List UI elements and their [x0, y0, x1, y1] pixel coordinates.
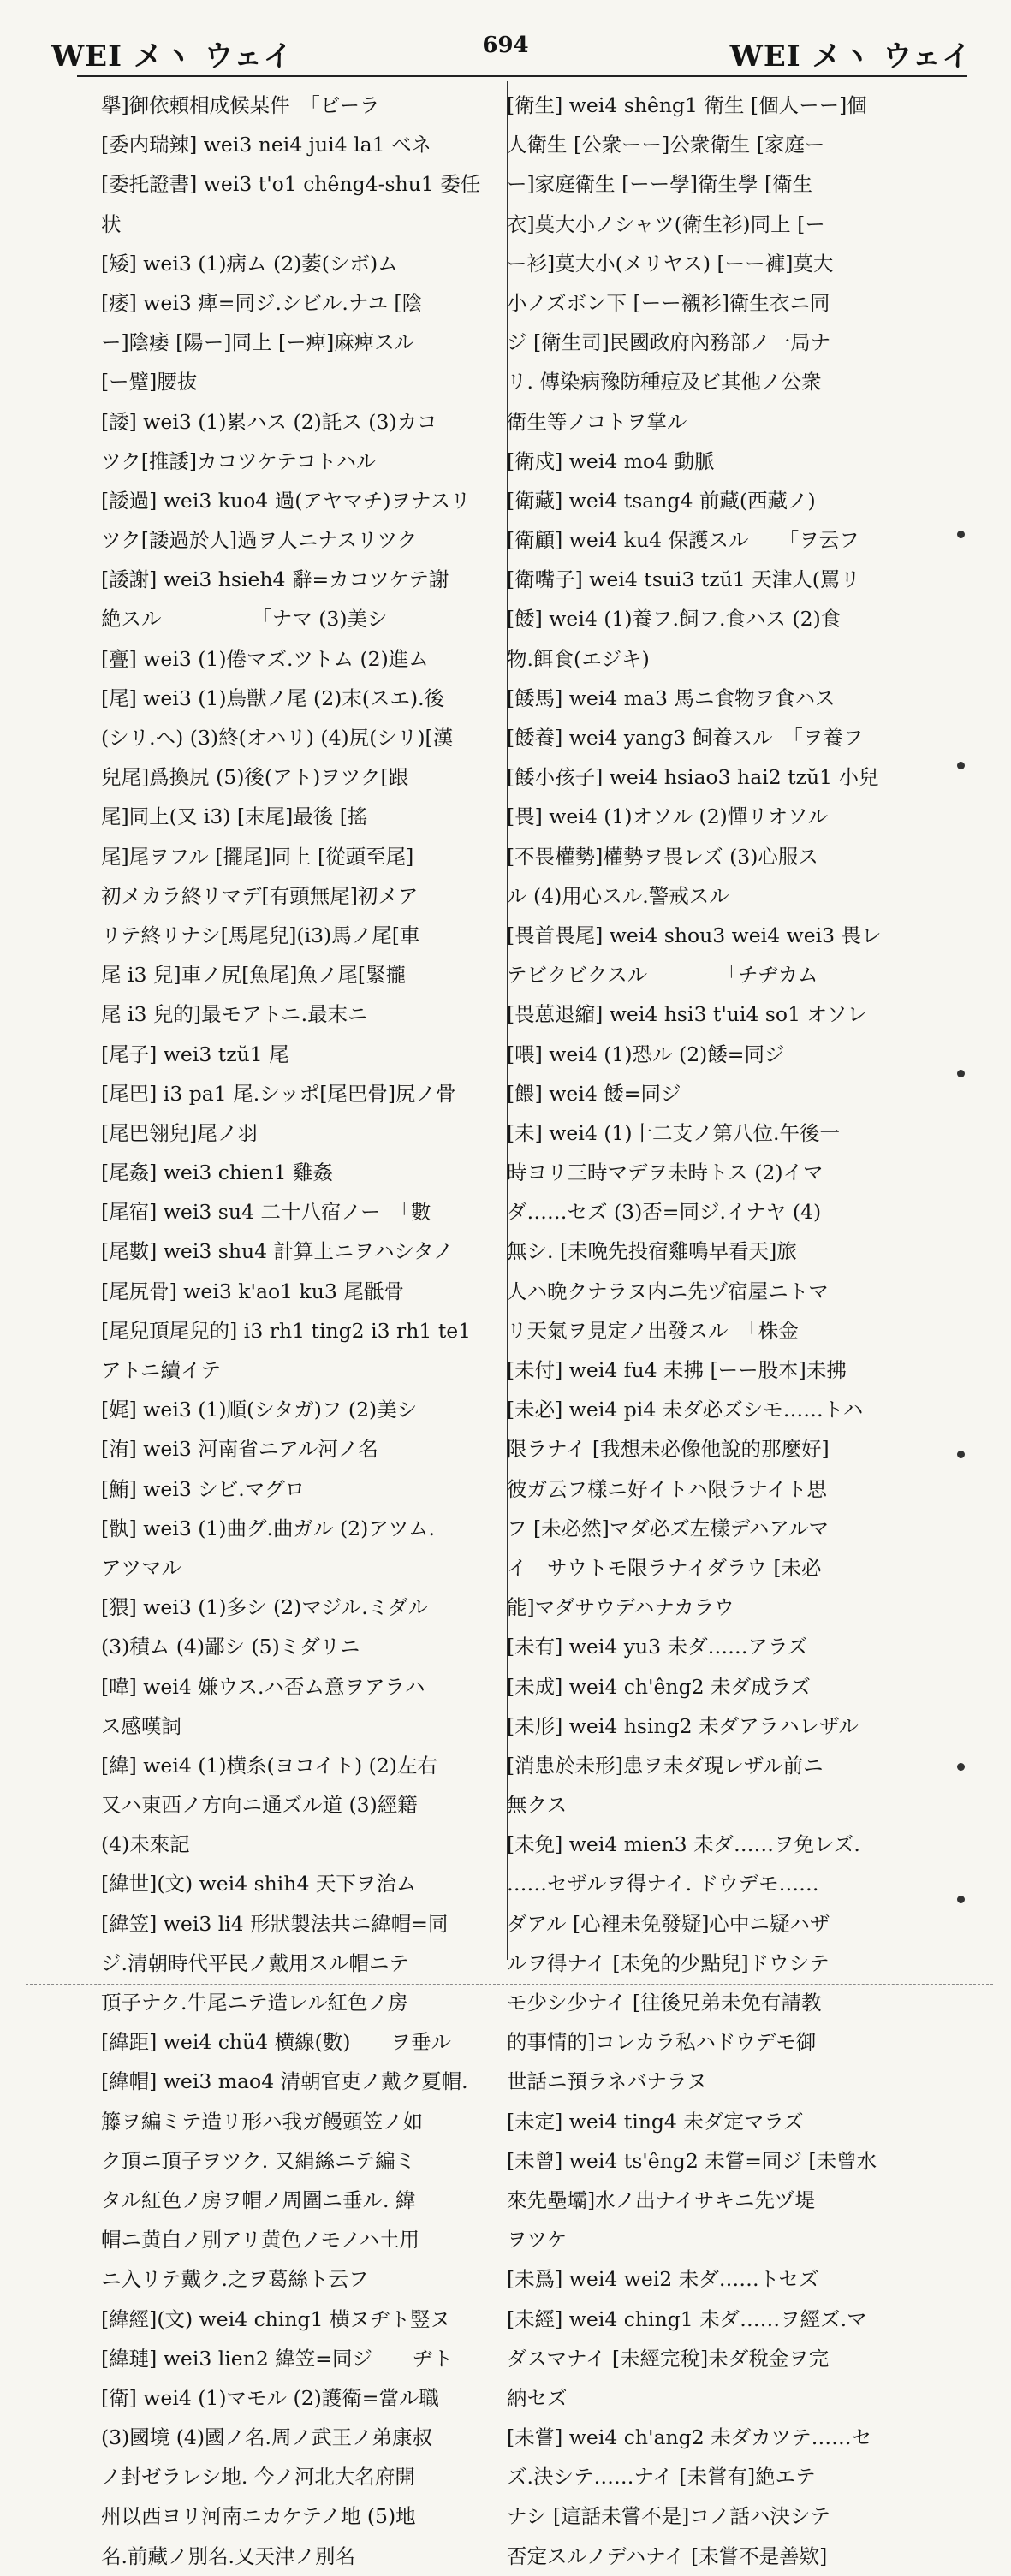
entry-line: [衛戍] wei4 mo4 動脈 — [507, 448, 715, 473]
entry-line: [餵] wei4 餧=同ジ — [507, 1081, 681, 1106]
entry-line: アトニ續イテ — [101, 1358, 222, 1382]
header-rule — [77, 75, 967, 77]
entry-line: (3)國境 (4)國ノ名.周ノ武王ノ弟康叔 — [101, 2425, 433, 2450]
entry-line: タル紅色ノ房ヲ帽ノ周圍ニ垂ル. 緯 — [101, 2187, 416, 2212]
entry-line: ジ [衛生司]民國政府內務部ノ一局ナ — [507, 330, 831, 355]
entry-line: [委内瑞辣] wei3 nei4 jui4 la1 べネ — [101, 133, 432, 157]
entry-line: 名.前藏ノ別名.又天津ノ別名 — [101, 2543, 355, 2568]
entry-line: [未嘗] wei4 ch'ang2 未ダカツテ……セ — [507, 2425, 872, 2450]
entry-line: [娓] wei3 (1)順(シタガ)フ (2)美シ — [101, 1398, 418, 1422]
entry-line: 人ハ晩クナラヌ内ニ先ヅ宿屋ニトマ — [507, 1279, 829, 1303]
page-number: 694 — [482, 33, 529, 58]
entry-line: 擧]御依頼相成候某件 「ビーラ — [101, 93, 380, 117]
entry-line: [未免] wei4 mien3 未ダ……ヲ免レズ. — [507, 1832, 860, 1857]
entry-line: [未經] wei4 ching1 未ダ……ヲ經ズ.マ — [507, 2306, 867, 2331]
entry-line: [ー躄]腰抜 — [101, 370, 198, 395]
entry-line: 初メカラ終リマデ[有頭無尾]初メア — [101, 883, 419, 908]
entry-line: 尾]尾ヲフル [擺尾]同上 [從頭至尾] — [101, 844, 414, 869]
entry-line: [緯] wei4 (1)横糸(ヨコイト) (2)左右 — [101, 1753, 437, 1778]
entry-line: 衣]莫大小ノシャツ(衛生衫)同上 [ー — [507, 211, 825, 236]
entry-line: [緯帽] wei3 mao4 清朝官吏ノ戴ク夏帽. — [101, 2069, 468, 2094]
scan-mark — [957, 1896, 965, 1903]
entry-line: (4)未來記 — [101, 1832, 190, 1857]
entry-line: [未定] wei4 ting4 未ダ定マラズ — [507, 2109, 804, 2134]
bottom-rule — [26, 1984, 993, 1985]
entry-line: フ [未必然]マダ必ズ左樣デハアルマ — [507, 1516, 829, 1540]
entry-line: [緯距] wei4 chü4 横線(數) ヲ垂ル — [101, 2030, 451, 2055]
entry-line: [未有] wei4 yu3 未ダ……アラズ — [507, 1635, 808, 1659]
entry-line: [衛藏] wei4 tsang4 前藏(西藏ノ) — [507, 488, 816, 513]
entry-line: [緯璉] wei3 lien2 緯笠=同ジ ヂト — [101, 2346, 453, 2371]
entry-line: 人衛生 [公衆ーー]公衆衛生 [家庭ー — [507, 133, 825, 157]
scan-mark — [957, 1763, 965, 1771]
entry-line: ー]陰痿 [陽ー]同上 [ー痺]麻痺スル — [101, 330, 415, 355]
entry-line: [洧] wei3 河南省ニアル河ノ名 — [101, 1437, 378, 1462]
entry-line: [諉過] wei3 kuo4 過(アヤマチ)ヲナスリ — [101, 488, 471, 513]
entry-line: 限ラナイ [我想未必像他說的那麼好] — [507, 1437, 830, 1462]
entry-line: ク頂ニ頂子ヲツク. 又絹絲ニテ編ミ — [101, 2148, 416, 2173]
entry-line: リ. 傳染病豫防種痘及ビ其他ノ公衆 — [507, 370, 822, 395]
entry-line: [餧] wei4 (1)養フ.飼フ.食ハス (2)食 — [507, 607, 842, 632]
entry-line: 否定スルノデハナイ [未嘗不是善欵] — [507, 2543, 828, 2568]
right-column — [507, 86, 926, 2568]
entry-line: 物.餌食(エジキ) — [507, 646, 650, 671]
header-left-heading: WEI メヽ ウェイ — [51, 39, 294, 74]
entry-line: 無クス — [507, 1793, 568, 1818]
entry-line: リ天氣ヲ見定ノ出發スル 「株金 — [507, 1318, 799, 1343]
entry-line: 籐ヲ編ミテ造リ形ハ我ガ饅頭笠ノ如 — [101, 2109, 423, 2134]
entry-line: (シリ.ヘ) (3)終(オハリ) (4)尻(シリ)[漢 — [101, 726, 454, 750]
entry-line: 状 — [101, 211, 122, 236]
entry-line: ナシ [這話未嘗不是]コノ話ハ決シテ — [507, 2504, 830, 2529]
entry-line: [猥] wei3 (1)多シ (2)マジル.ミダル — [101, 1595, 429, 1620]
scan-mark — [957, 762, 965, 769]
entry-line: [諉] wei3 (1)累ハス (2)託ス (3)カコ — [101, 409, 437, 434]
entry-line: (3)積ム (4)鄙シ (5)ミダリニ — [101, 1635, 360, 1659]
entry-line: [痿] wei3 痺=同ジ.シビル.ナユ [陰 — [101, 290, 423, 315]
entry-line: 尾 i3 兒]車ノ尻[魚尾]魚ノ尾[緊攏 — [101, 963, 407, 988]
entry-line: ダスマナイ [未經完稅]未ダ稅金ヲ完 — [507, 2346, 830, 2371]
entry-line: [畏葸退縮] wei4 hsi3 t'ui4 so1 オソレ — [507, 1002, 868, 1027]
entry-line: ス感嘆詞 — [101, 1713, 181, 1738]
entry-line: [消患於未形]患ヲ未ダ現レザル前ニ — [507, 1753, 824, 1778]
entry-line: 尾]同上(又 i3) [末尾]最後 [搖 — [101, 804, 368, 829]
entry-line: ズ.決シテ……ナイ [未嘗有]絶エテ — [507, 2465, 816, 2490]
entry-line: 能]マダサウデハナカラウ — [507, 1595, 734, 1620]
entry-line: ニ入リテ戴ク.之ヲ葛絲ト云フ — [101, 2267, 369, 2292]
entry-line: [尾] wei3 (1)鳥獣ノ尾 (2)末(スエ).後 — [101, 686, 445, 710]
entry-line: 兒尾]爲換尻 (5)後(アト)ヲツク[跟 — [101, 765, 409, 790]
entry-line: [餧養] wei4 yang3 飼養スル 「ヲ養フ — [507, 726, 864, 750]
entry-line: モ少シ少ナイ [往後兄弟未免有請教 — [507, 1991, 822, 2015]
entry-line: ……セザルヲ得ナイ. ドウデモ…… — [507, 1872, 819, 1896]
entry-line: [矮] wei3 (1)病ム (2)萎(シボ)ム — [101, 251, 398, 276]
entry-line: [不畏權勢]權勢ヲ畏レズ (3)心服ス — [507, 844, 818, 869]
entry-line: [喂] wei4 (1)恐ル (2)餧=同ジ — [507, 1042, 785, 1066]
entry-line: 的事情的]コレカラ私ハドウデモ御 — [507, 2030, 817, 2055]
entry-line: [未形] wei4 hsing2 未ダアラハレザル — [507, 1713, 859, 1738]
entry-line: [鮪] wei3 シビ.マグロ — [101, 1476, 306, 1501]
entry-line: ル (4)用心スル.警戒スル — [507, 883, 729, 908]
entry-line: ツク[諉過於人]過ヲ人ニナスリツク — [101, 528, 418, 553]
entry-line: [未爲] wei4 wei2 未ダ……トセズ — [507, 2267, 819, 2292]
entry-line: 衛生等ノコトヲ掌ル — [507, 409, 687, 434]
entry-line: ジ.清朝時代平民ノ戴用スル帽ニテ — [101, 1950, 409, 1975]
entry-line: [尾數] wei3 shu4 計算上ニヲハシタノ — [101, 1239, 454, 1264]
entry-line: ダアル [心裡未免發疑]心中ニ疑ハザ — [507, 1911, 830, 1936]
entry-line: [緯笠] wei3 li4 形狀製法共ニ緯帽=同 — [101, 1911, 449, 1936]
entry-line: リテ終リナシ[馬尾兒](i3)馬ノ尾[車 — [101, 923, 420, 947]
entry-line: ヲツケ — [507, 2228, 568, 2253]
entry-line: [未付] wei4 fu4 未拂 [ーー股本]未拂 — [507, 1358, 847, 1382]
entry-line: [衛] wei4 (1)マモル (2)護衛=當ル職 — [101, 2385, 440, 2410]
header-right-heading: WEI メヽ ウェイ — [729, 39, 972, 74]
page-header — [0, 26, 1011, 77]
entry-line: [喡] wei4 嫌ウス.ハ否ム意ヲアラハ — [101, 1674, 425, 1699]
entry-line: 帽ニ黄白ノ別アリ黄色ノモノハ土用 — [101, 2228, 420, 2253]
entry-line: 州以西ヨリ河南ニカケテノ地 (5)地 — [101, 2504, 416, 2529]
entry-line: 又ハ東西ノ方向ニ通ズル道 (3)經籍 — [101, 1793, 418, 1818]
entry-line: [尾子] wei3 tzŭ1 尾 — [101, 1042, 289, 1066]
entry-line: [畏] wei4 (1)オソル (2)憚リオソル — [507, 804, 829, 829]
entry-line: [未必] wei4 pi4 未ダ必ズシモ……トハ — [507, 1398, 864, 1422]
entry-line: [緯世](文) wei4 shih4 天下ヲ治ム — [101, 1872, 417, 1896]
entry-line: 頂子ナク.牛尾ニテ造レル紅色ノ房 — [101, 1991, 408, 2015]
scan-mark — [957, 1070, 965, 1077]
entry-line: [未] wei4 (1)十二支ノ第八位.午後一 — [507, 1120, 841, 1145]
entry-line: [尾巴] i3 pa1 尾.シッポ[尾巴骨]尻ノ骨 — [101, 1081, 456, 1106]
scan-mark — [957, 1451, 965, 1458]
entry-line: 納セズ — [507, 2385, 568, 2410]
entry-line: ー]家庭衛生 [ーー學]衛生學 [衛生 — [507, 172, 813, 197]
entry-line: イ サウトモ限ラナイダラウ [未必 — [507, 1555, 822, 1580]
scan-mark — [957, 531, 965, 538]
entry-line: ダ……セズ (3)否=同ジ.イナヤ (4) — [507, 1200, 822, 1225]
entry-line: 彼ガ云フ樣ニ好イトハ限ラナイト思 — [507, 1476, 827, 1501]
entry-line: [骫] wei3 (1)曲グ.曲ガル (2)アツム. — [101, 1516, 436, 1540]
entry-line: [尾兒頂尾兒的] i3 rh1 ting2 i3 rh1 te1 — [101, 1318, 472, 1343]
entry-line: アツマル — [101, 1555, 181, 1580]
entry-line: [未曾] wei4 ts'êng2 未嘗=同ジ [未曾水 — [507, 2148, 877, 2173]
entry-line: [尾姦] wei3 chien1 雞姦 — [101, 1160, 334, 1185]
entry-line: テビクビクスル 「チヂカム — [507, 963, 818, 988]
entry-line: [畏首畏尾] wei4 shou3 wei4 wei3 畏レ — [507, 923, 882, 947]
entry-line: ー衫]莫大小(メリヤス) [ーー褲]莫大 — [507, 251, 834, 276]
entry-line: [委托證書] wei3 t'o1 chêng4-shu1 委任 — [101, 172, 481, 197]
entry-line: 來先壘壩]水ノ出ナイサキニ先ヅ堤 — [507, 2187, 816, 2212]
entry-line: 時ヨリ三時マデヲ未時トス (2)イマ — [507, 1160, 824, 1185]
entry-line: 無シ. [未晩先投宿雞鳴早看天]旅 — [507, 1239, 797, 1264]
entry-line: [諉謝] wei3 hsieh4 辭=カコツケテ謝 — [101, 567, 449, 592]
left-column — [101, 86, 520, 2568]
entry-line: [尾巴翎兒]尾ノ羽 — [101, 1120, 258, 1145]
entry-line: 絶スル 「ナマ (3)美シ — [101, 607, 388, 632]
entry-line: [亹] wei3 (1)倦マズ.ツトム (2)進ム — [101, 646, 429, 671]
entry-line: [衛生] wei4 shêng1 衛生 [個人ーー]個 — [507, 93, 867, 117]
entry-line: ルヲ得ナイ [未免的少點兒]ドウシテ — [507, 1950, 830, 1975]
entry-line: ノ封ゼラレシ地. 今ノ河北大名府開 — [101, 2465, 415, 2490]
entry-line: 世話ニ預ラネバナラヌ — [507, 2069, 707, 2094]
entry-line: [未成] wei4 ch'êng2 未ダ成ラズ — [507, 1674, 811, 1699]
entry-line: [緯經](文) wei4 ching1 横ヌヂト竪ヌ — [101, 2306, 451, 2331]
entry-line: [尾尻骨] wei3 k'ao1 ku3 尾骶骨 — [101, 1279, 404, 1303]
entry-line: [衛顧] wei4 ku4 保護スル 「ヲ云フ — [507, 528, 859, 553]
entry-line: [衛嘴子] wei4 tsui3 tzŭ1 天津人(罵リ — [507, 567, 860, 592]
entry-line: 小ノズボン下 [ーー襯衫]衛生衣ニ同 — [507, 290, 830, 315]
entry-line: [尾宿] wei3 su4 二十八宿ノー 「數 — [101, 1200, 431, 1225]
entry-line: 尾 i3 兒的]最モアトニ.最末ニ — [101, 1002, 368, 1027]
entry-line: [餧小孩子] wei4 hsiao3 hai2 tzŭ1 小兒 — [507, 765, 879, 790]
entry-line: ツク[推諉]カコツケテコトハル — [101, 448, 377, 473]
entry-line: [餧馬] wei4 ma3 馬ニ食物ヲ食ハス — [507, 686, 836, 710]
